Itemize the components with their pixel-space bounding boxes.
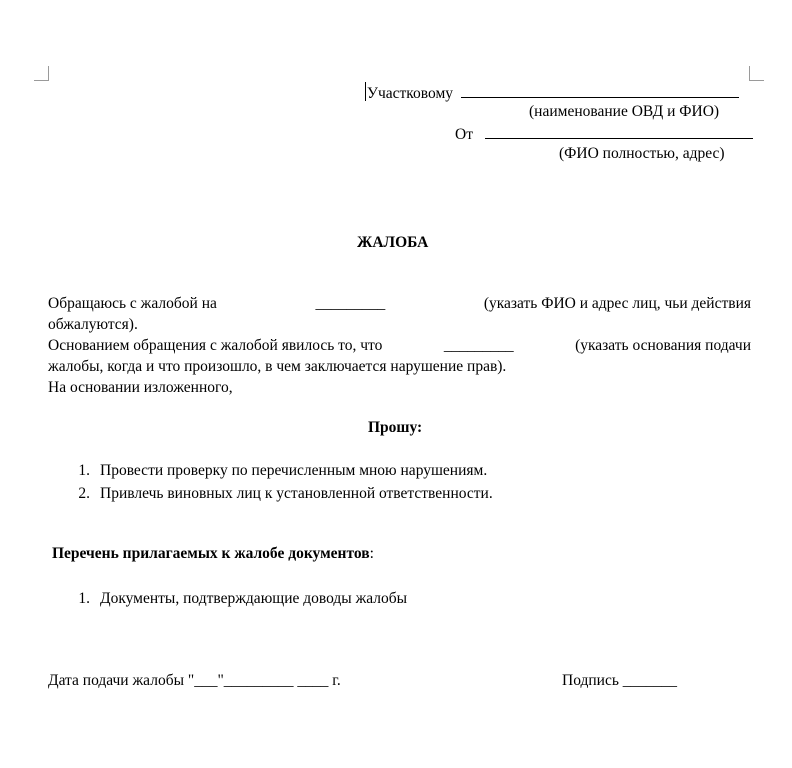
signature-blank[interactable]: _______ [622,672,678,689]
sender-hint: (ФИО полностью, адрес) [559,145,725,162]
p1-blank[interactable]: _________ [315,295,386,312]
p3-text: На основании изложенного, [48,379,233,396]
request-item [64,462,487,480]
p2-text-a: Основанием обращения с жалобой явилось то, что [48,337,383,354]
text-cursor [365,82,366,101]
sender-blank[interactable] [485,124,753,139]
attachment-item [64,590,407,608]
attachments-heading [52,545,374,563]
recipient-blank[interactable] [461,83,739,98]
attachment-item-text: Документы, подтверждающие доводы жалобы [100,590,408,607]
request-heading: Прошу: [368,419,423,436]
signature-label: Подпись [562,672,619,689]
document-title: ЖАЛОБА [357,234,429,251]
recipient-label: Участковому [367,85,454,102]
p1-text-a: Обращаюсь с жалобой на [48,295,217,312]
recipient-hint: (наименование ОВД и ФИО) [529,103,720,120]
p2-text-b: (указать основания подачи [575,337,751,354]
request-item [64,485,493,503]
sender-label: От [455,126,473,143]
page-corner-mark-right [749,66,764,81]
p1-text-c: обжалуются). [48,316,138,333]
attachment-item-number: 1. [78,590,90,607]
paragraph-complaint-grounds [48,335,751,398]
attachments-heading-colon: : [369,545,374,562]
request-item-text: Провести проверку по перечисленным мною нарушениям. [100,462,488,479]
request-item-number: 1. [78,462,90,479]
page-corner-mark-left [34,66,49,81]
sender-line [455,124,753,144]
recipient-line [367,83,739,103]
date-line: Дата подачи жалобы "___"_________ ____ г. [48,672,341,689]
p1-text-b: (указать ФИО и адрес лиц, чьи действия [483,295,751,312]
request-item-number: 2. [78,485,90,502]
paragraph-complaint-subject [48,293,751,335]
attachments-heading-text: Перечень прилагаемых к жалобе документов [52,545,370,562]
p2-text-c: жалобы, когда и что произошло, в чем заключается нарушение прав). [48,358,507,375]
request-item-text: Привлечь виновных лиц к установленной ответственности. [100,485,493,502]
p2-blank[interactable]: _________ [443,337,514,354]
signature-line [562,672,677,690]
